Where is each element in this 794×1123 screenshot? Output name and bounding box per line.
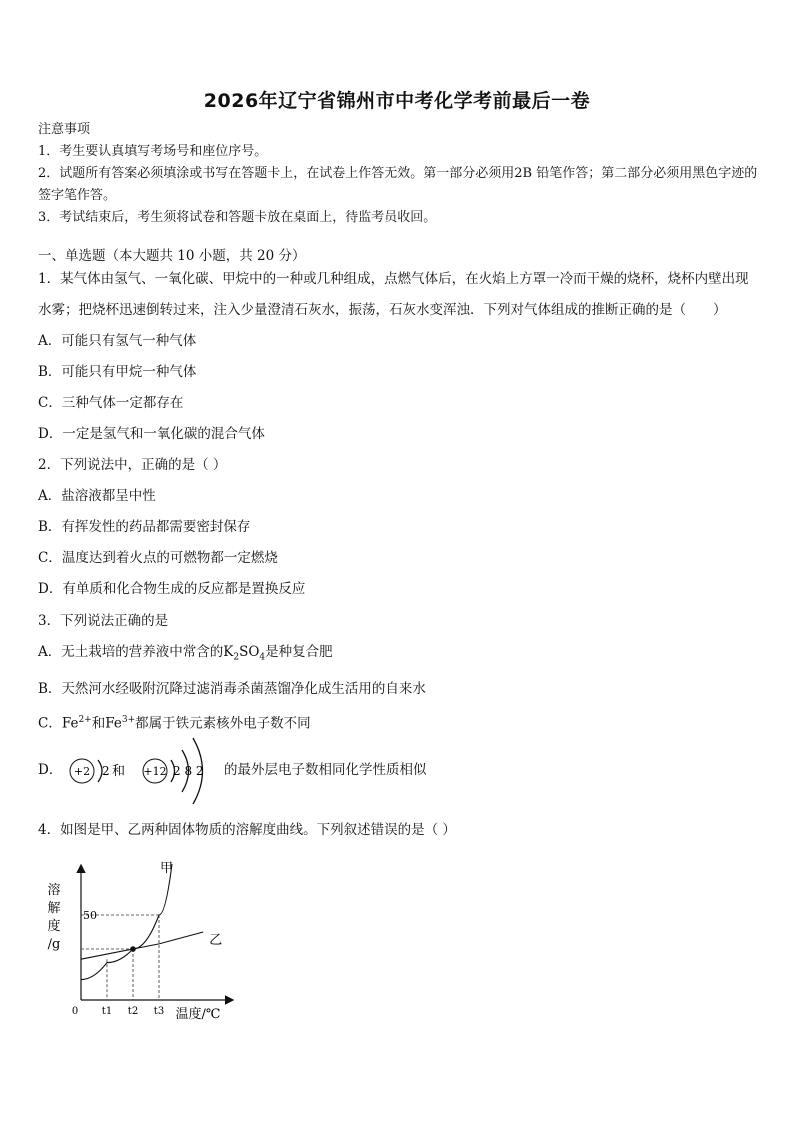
page-title: 2026年辽宁省锦州市中考化学考前最后一卷 bbox=[203, 90, 591, 112]
option-a[interactable]: A．可能只有氢气一种气体 bbox=[38, 333, 197, 349]
option-a[interactable]: A．无土栽培的营养液中常含的$K_2SO_4$是种复合肥 bbox=[38, 644, 333, 663]
option-c[interactable]: C．三种气体一定都存在 bbox=[38, 395, 184, 411]
question-4-stem: 4．如图是甲、乙两种固体物质的溶解度曲线。下列叙述错误的是（ ） bbox=[38, 822, 456, 838]
question-2 bbox=[38, 450, 760, 605]
option-b[interactable]: B．可能只有甲烷一种气体 bbox=[38, 364, 197, 380]
note-item: 1．考生要认真填写考场号和座位序号。 bbox=[38, 144, 268, 159]
option-d-label: D． bbox=[38, 762, 63, 778]
option-d[interactable]: D．有单质和化合物生成的反应都是置换反应 bbox=[38, 581, 306, 597]
atom2-shells: 2 8 2 bbox=[173, 764, 204, 778]
atom-structure-diagrams bbox=[60, 730, 225, 810]
question-stem: 2．下列说法中，正确的是（ ） bbox=[38, 457, 227, 473]
intersection-point bbox=[130, 946, 136, 952]
x-tick-label: t2 bbox=[127, 1006, 139, 1017]
solubility-chart bbox=[40, 860, 240, 1030]
x-tick-label: t3 bbox=[153, 1006, 165, 1017]
option-d[interactable]: D．一定是氢气和一氧化碳的混合气体 bbox=[38, 426, 265, 442]
option-c[interactable]: C．$Fe^{2+}$和$Fe^{3+}$都属于铁元素核外电子数不同 bbox=[38, 714, 311, 732]
atom2-nucleus: +12 bbox=[143, 765, 167, 778]
note-item: 2．试题所有答案必须填涂或书写在答题卡上，在试卷上作答无效。第一部分必须用2B 铅笔作答；第二部分必须用黑色字迹的签字笔作答。 bbox=[38, 166, 758, 203]
note-item: 3．考试结束后，考生须将试卷和答题卡放在桌面上，待监考员收回。 bbox=[38, 210, 437, 225]
series-label: 乙 bbox=[209, 933, 223, 948]
option-b[interactable]: B．有挥发性的药品都需要密封保存 bbox=[38, 519, 251, 535]
atom1-nucleus: +2 bbox=[73, 765, 91, 778]
series-label: 甲 bbox=[160, 861, 174, 876]
question-stem: 3．下列说法正确的是 bbox=[38, 613, 169, 629]
option-b[interactable]: B．天然河水经吸附沉降过滤消毒杀菌蒸馏净化成生活用的自来水 bbox=[38, 680, 426, 697]
origin-label: 0 bbox=[71, 1006, 79, 1017]
option-d-text: 的最外层电子数相同化学性质相似 bbox=[224, 762, 427, 778]
question-stem: 1．某气体由氢气、一氧化碳、甲烷中的一种或几种组成，点燃气体后，在火焰上方罩一冷而干燥的烧杯，烧杯内壁出现水雾；把烧杯迅速倒转过来，注入少量澄清石灰水，振荡，石灰水变浑浊．下列对气体组成的推断正确的是（ ） bbox=[38, 271, 749, 318]
y-axis-label: 解 bbox=[47, 901, 61, 916]
y-axis-label: 溶 bbox=[47, 883, 61, 898]
y-tick-label: 50 bbox=[83, 909, 97, 922]
y-axis-label: 度 bbox=[47, 919, 61, 934]
notes-heading: 注意事项 bbox=[38, 122, 91, 137]
question-3 bbox=[38, 606, 760, 739]
option-a[interactable]: A．盐溶液都呈中性 bbox=[38, 488, 156, 504]
question-1 bbox=[38, 264, 760, 450]
series-line-yi bbox=[81, 932, 203, 959]
atom1-shell: 2 bbox=[102, 764, 110, 778]
option-c[interactable]: C．温度达到着火点的可燃物都一定燃烧 bbox=[38, 550, 278, 566]
x-tick-label: t1 bbox=[101, 1006, 113, 1017]
and-text: 和 bbox=[112, 764, 126, 779]
notes-section bbox=[38, 119, 758, 229]
x-axis-label: 温度/℃ bbox=[175, 1007, 221, 1022]
section-heading: 一、单选题（本大题共 10 小题，共 20 分） bbox=[38, 248, 306, 264]
y-axis-label: /g bbox=[47, 937, 61, 952]
option-d[interactable] bbox=[38, 730, 758, 810]
